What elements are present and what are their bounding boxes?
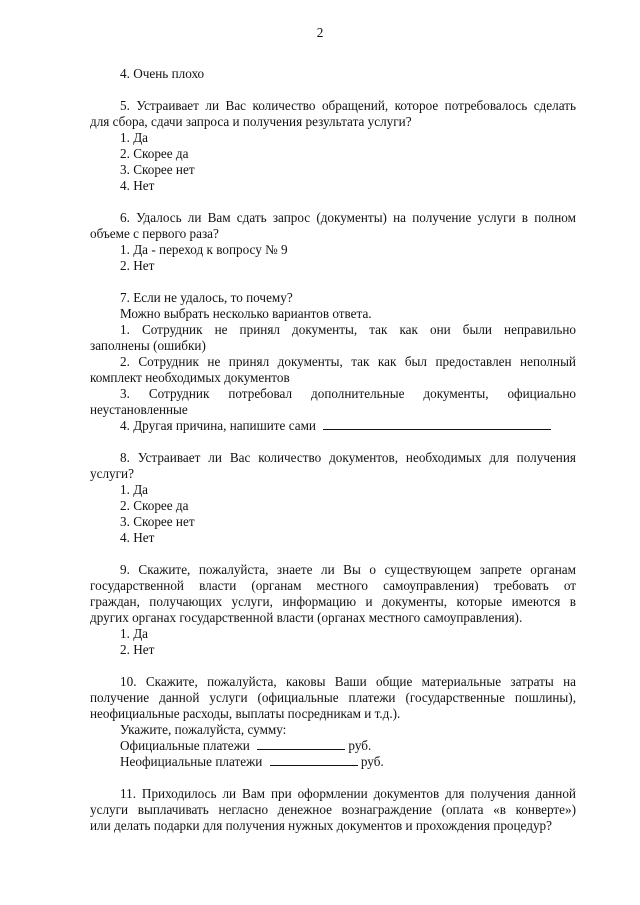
q7-option-2-line-2: комплект необходимых документов (90, 370, 290, 385)
q9-option: 2. Нет (120, 642, 155, 657)
q11-text-line-2: услуги выплачивать негласно денежное вознаграждение (оплата «в конверте») (90, 802, 576, 817)
q9-option: 1. Да (120, 626, 149, 641)
q7-option-3-line-1: 3. Сотрудник потребовал дополнительные документы, официально (120, 386, 576, 401)
q7-option-3-line-2: неустановленные (90, 402, 188, 417)
q8-option: 4. Нет (120, 530, 155, 545)
q10-text-line-3: неофициальные расходы, выплаты посредникам и т.д.). (90, 706, 401, 721)
q6-text-line-1: 6. Удалось ли Вам сдать запрос (документы) на получение услуги в полном (120, 210, 576, 225)
q11-text-line-3: или делать подарки для получения нужных документов и прохождения процедур? (90, 818, 552, 833)
q10-text-line-1: 10. Скажите, пожалуйста, каковы Ваши общие материальные затраты на (120, 674, 576, 689)
q8-option: 2. Скорее да (120, 498, 189, 513)
currency-label: руб. (348, 738, 372, 753)
q6-option: 1. Да - переход к вопросу № 9 (120, 242, 288, 257)
official-payments-row (90, 738, 576, 754)
q6-option: 2. Нет (120, 258, 155, 273)
question-11 (90, 786, 576, 834)
q6-text-line-2: объеме с первого раза? (90, 226, 219, 241)
question-5 (90, 98, 576, 194)
q10-prompt: Укажите, пожалуйста, сумму: (120, 722, 287, 737)
q7-option-1-line-2: заполнены (ошибки) (90, 338, 206, 353)
q8-option: 3. Скорее нет (120, 514, 195, 529)
q9-text-line-3: граждан, получающих услуги, информацию и документы, которые имеются в (90, 594, 576, 609)
question-9 (90, 562, 576, 658)
q8-option: 1. Да (120, 482, 149, 497)
q7-option-1-line-1: 1. Сотрудник не принял документы, так как они были неправильно (120, 322, 576, 337)
q7-note: Можно выбрать несколько вариантов ответа. (120, 306, 372, 321)
q7-title: 7. Если не удалось, то почему? (120, 290, 293, 305)
q5-option: 4. Нет (120, 178, 155, 193)
q5-text-line-1: 5. Устраивает ли Вас количество обращений, которое потребовалось сделать (120, 98, 576, 113)
q11-text-line-1: 11. Приходилось ли Вам при оформлении документов для получения данной (120, 786, 576, 801)
q8-text-line-2: услуги? (90, 466, 134, 481)
currency-label: руб. (360, 754, 384, 769)
question-8 (90, 450, 576, 546)
q9-text-line-4: других органах государственной власти (органах местного самоуправления). (90, 610, 523, 625)
q9-text-line-2: государственной власти (органам местного самоуправления) требовать от (90, 578, 576, 593)
page-number: 2 (316, 25, 324, 40)
q5-option: 2. Скорее да (120, 146, 189, 161)
question-10 (90, 674, 576, 770)
official-payments-label: Официальные платежи (120, 738, 250, 753)
q7-option-4-label: 4. Другая причина, напишите сами (120, 418, 316, 433)
unofficial-payments-row (90, 754, 576, 770)
official-payments-blank[interactable] (257, 738, 345, 750)
q7-option-4 (90, 418, 576, 434)
other-reason-blank[interactable] (323, 418, 551, 430)
question-6 (90, 210, 576, 274)
q4-option-4: 4. Очень плохо (120, 66, 205, 81)
unofficial-payments-label: Неофициальные платежи (120, 754, 263, 769)
q5-option: 3. Скорее нет (120, 162, 195, 177)
q5-option: 1. Да (120, 130, 149, 145)
q7-option-2-line-1: 2. Сотрудник не принял документы, так как был предоставлен неполный (120, 354, 576, 369)
unofficial-payments-blank[interactable] (270, 754, 358, 766)
question-7 (90, 290, 576, 434)
q5-text-line-2: для сбора, сдачи запроса и получения результата услуги? (90, 114, 412, 129)
questionnaire-content (90, 66, 576, 834)
q9-text-line-1: 9. Скажите, пожалуйста, знаете ли Вы о существующем запрете органам (120, 562, 576, 577)
q8-text-line-1: 8. Устраивает ли Вас количество документов, необходимых для получения (120, 450, 576, 465)
q10-text-line-2: получение данной услуги (официальные платежи (государственные пошлины), (90, 690, 576, 705)
